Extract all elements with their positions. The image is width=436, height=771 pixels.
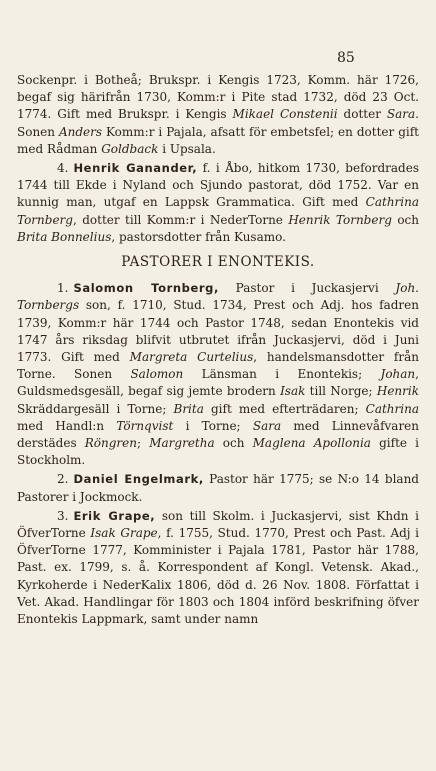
text: och	[214, 436, 253, 451]
entry-salomon-tornberg	[17, 280, 419, 469]
text: med Linnevåfvaren derstädes	[17, 418, 420, 451]
person-name: Henrik	[376, 384, 419, 399]
text: son till Skolm. i Juckasjervi, sist Khdn i ÖfverTorne	[17, 508, 419, 541]
entry-name: Henrik Ganander,	[73, 161, 198, 176]
person-name: Sara	[386, 107, 416, 122]
person-name: Goldback	[101, 141, 159, 156]
text: och	[391, 212, 419, 227]
person-name: Sara	[252, 418, 282, 433]
text: med Handl:n	[17, 418, 117, 433]
page-number: 85	[337, 50, 355, 66]
text: , Guldsmedsgesäll, begaf sig jemte brodern	[17, 367, 419, 399]
text: , f. 1755, Stud. 1770, Prest och Past. Adj i ÖfverTorne 1777, Komminister i Pajala 1781, Pastor här 1788, Past. ex. 1799, s. å. Korrespondent af Kongl. Vetensk. Akad., Kyrkoherde i NederKalix 1806, död d. 26 Nov. 1808. Författat i Vet. Akad. Handlingar för 1803 och 1804 införd beskrifning öfver Enontekis Lappmark, samt under namn	[17, 526, 419, 627]
text: dotter	[337, 107, 387, 122]
text: . Sonen	[17, 107, 419, 139]
text: Pastor i Juckasjervi	[218, 281, 396, 296]
text: Pastor här 1775; se N:o 14 bland Pastorer i Jockmock.	[17, 472, 419, 504]
text: f. i Åbo, hitkom 1730, befordrades 1744 till Ekde i Nyland och Sjundo pastorat, död 1752. Var en kunnig man, utgaf en Lappsk Grammatica. Gift med	[17, 161, 419, 210]
entry-erik-grape	[17, 508, 419, 628]
text: ;	[137, 436, 150, 451]
text: till Norge;	[305, 384, 377, 399]
person-name: Mikael Constenii	[232, 107, 338, 122]
page-body	[17, 72, 419, 628]
person-name: Johan	[380, 367, 416, 382]
paragraph-continuation	[17, 72, 419, 158]
person-name: Cathrina	[365, 401, 419, 416]
entry-henrik-ganander	[17, 160, 419, 246]
text: , dotter till Komm:r i NederTorne	[72, 212, 289, 227]
person-name: Margretha	[149, 436, 215, 451]
person-name: Röngren	[84, 436, 138, 451]
text: Komm:r i Pajala, afsatt för embetsfel; en dotter gift med Rådman	[17, 124, 419, 156]
entry-number: 3.	[57, 508, 69, 523]
person-name: Cathrina Tornberg	[17, 195, 419, 227]
text: Länsman i Enontekis;	[183, 367, 381, 382]
text: son, f. 1710, Stud. 1734, Prest och Adj. hos fadren 1739, Komm:r här 1744 och Pastor 1748, sedan Enontekis vid 1747 års riksdag blifvit utbrutet ifrån Juckasjervi, död i Juni 1773. Gift med	[17, 298, 419, 365]
entry-name: Daniel Engelmark,	[73, 472, 204, 487]
person-name: Henrik Tornberg	[288, 212, 392, 227]
person-name: Isak	[280, 384, 306, 399]
entry-name: Salomon Tornberg,	[73, 281, 219, 296]
entry-number: 2.	[57, 472, 69, 487]
entry-number: 1.	[57, 281, 69, 296]
text: Sockenpr. i Botheå; Brukspr. i Kengis 1723, Komm. här 1726, begaf sig härifrån 1730, Komm:r i Pite stad 1732, död 23 Oct. 1774. Gift med Brukspr. i Kengis	[17, 73, 419, 122]
section-heading: PASTORER I ENONTEKIS.	[121, 254, 315, 271]
text: gift med efterträdaren;	[203, 401, 366, 416]
text: Skräddargesäll i Torne;	[17, 401, 174, 416]
person-name: Törnqvist	[116, 418, 174, 433]
text: , pastorsdotter från Kusamo.	[111, 229, 286, 244]
person-name: Brita	[173, 401, 204, 416]
text: i Torne;	[173, 418, 253, 433]
text: , handelsmansdotter från Torne. Sonen	[17, 350, 419, 382]
entry-number: 4.	[57, 161, 69, 176]
person-name: Anders	[58, 124, 103, 139]
person-name: Joh. Tornbergs	[17, 281, 419, 313]
text: i Upsala.	[158, 141, 216, 156]
person-name: Salomon	[130, 367, 184, 382]
text: gifte i Stockholm.	[17, 436, 420, 468]
person-name: Isak Grape	[90, 526, 158, 541]
entry-name: Erik Grape,	[73, 508, 156, 523]
person-name: Brita Bonnelius	[17, 229, 112, 244]
person-name: Margreta Curtelius	[129, 350, 254, 365]
entry-daniel-engelmark	[17, 471, 419, 505]
person-name: Maglena Apollonia	[252, 436, 371, 451]
